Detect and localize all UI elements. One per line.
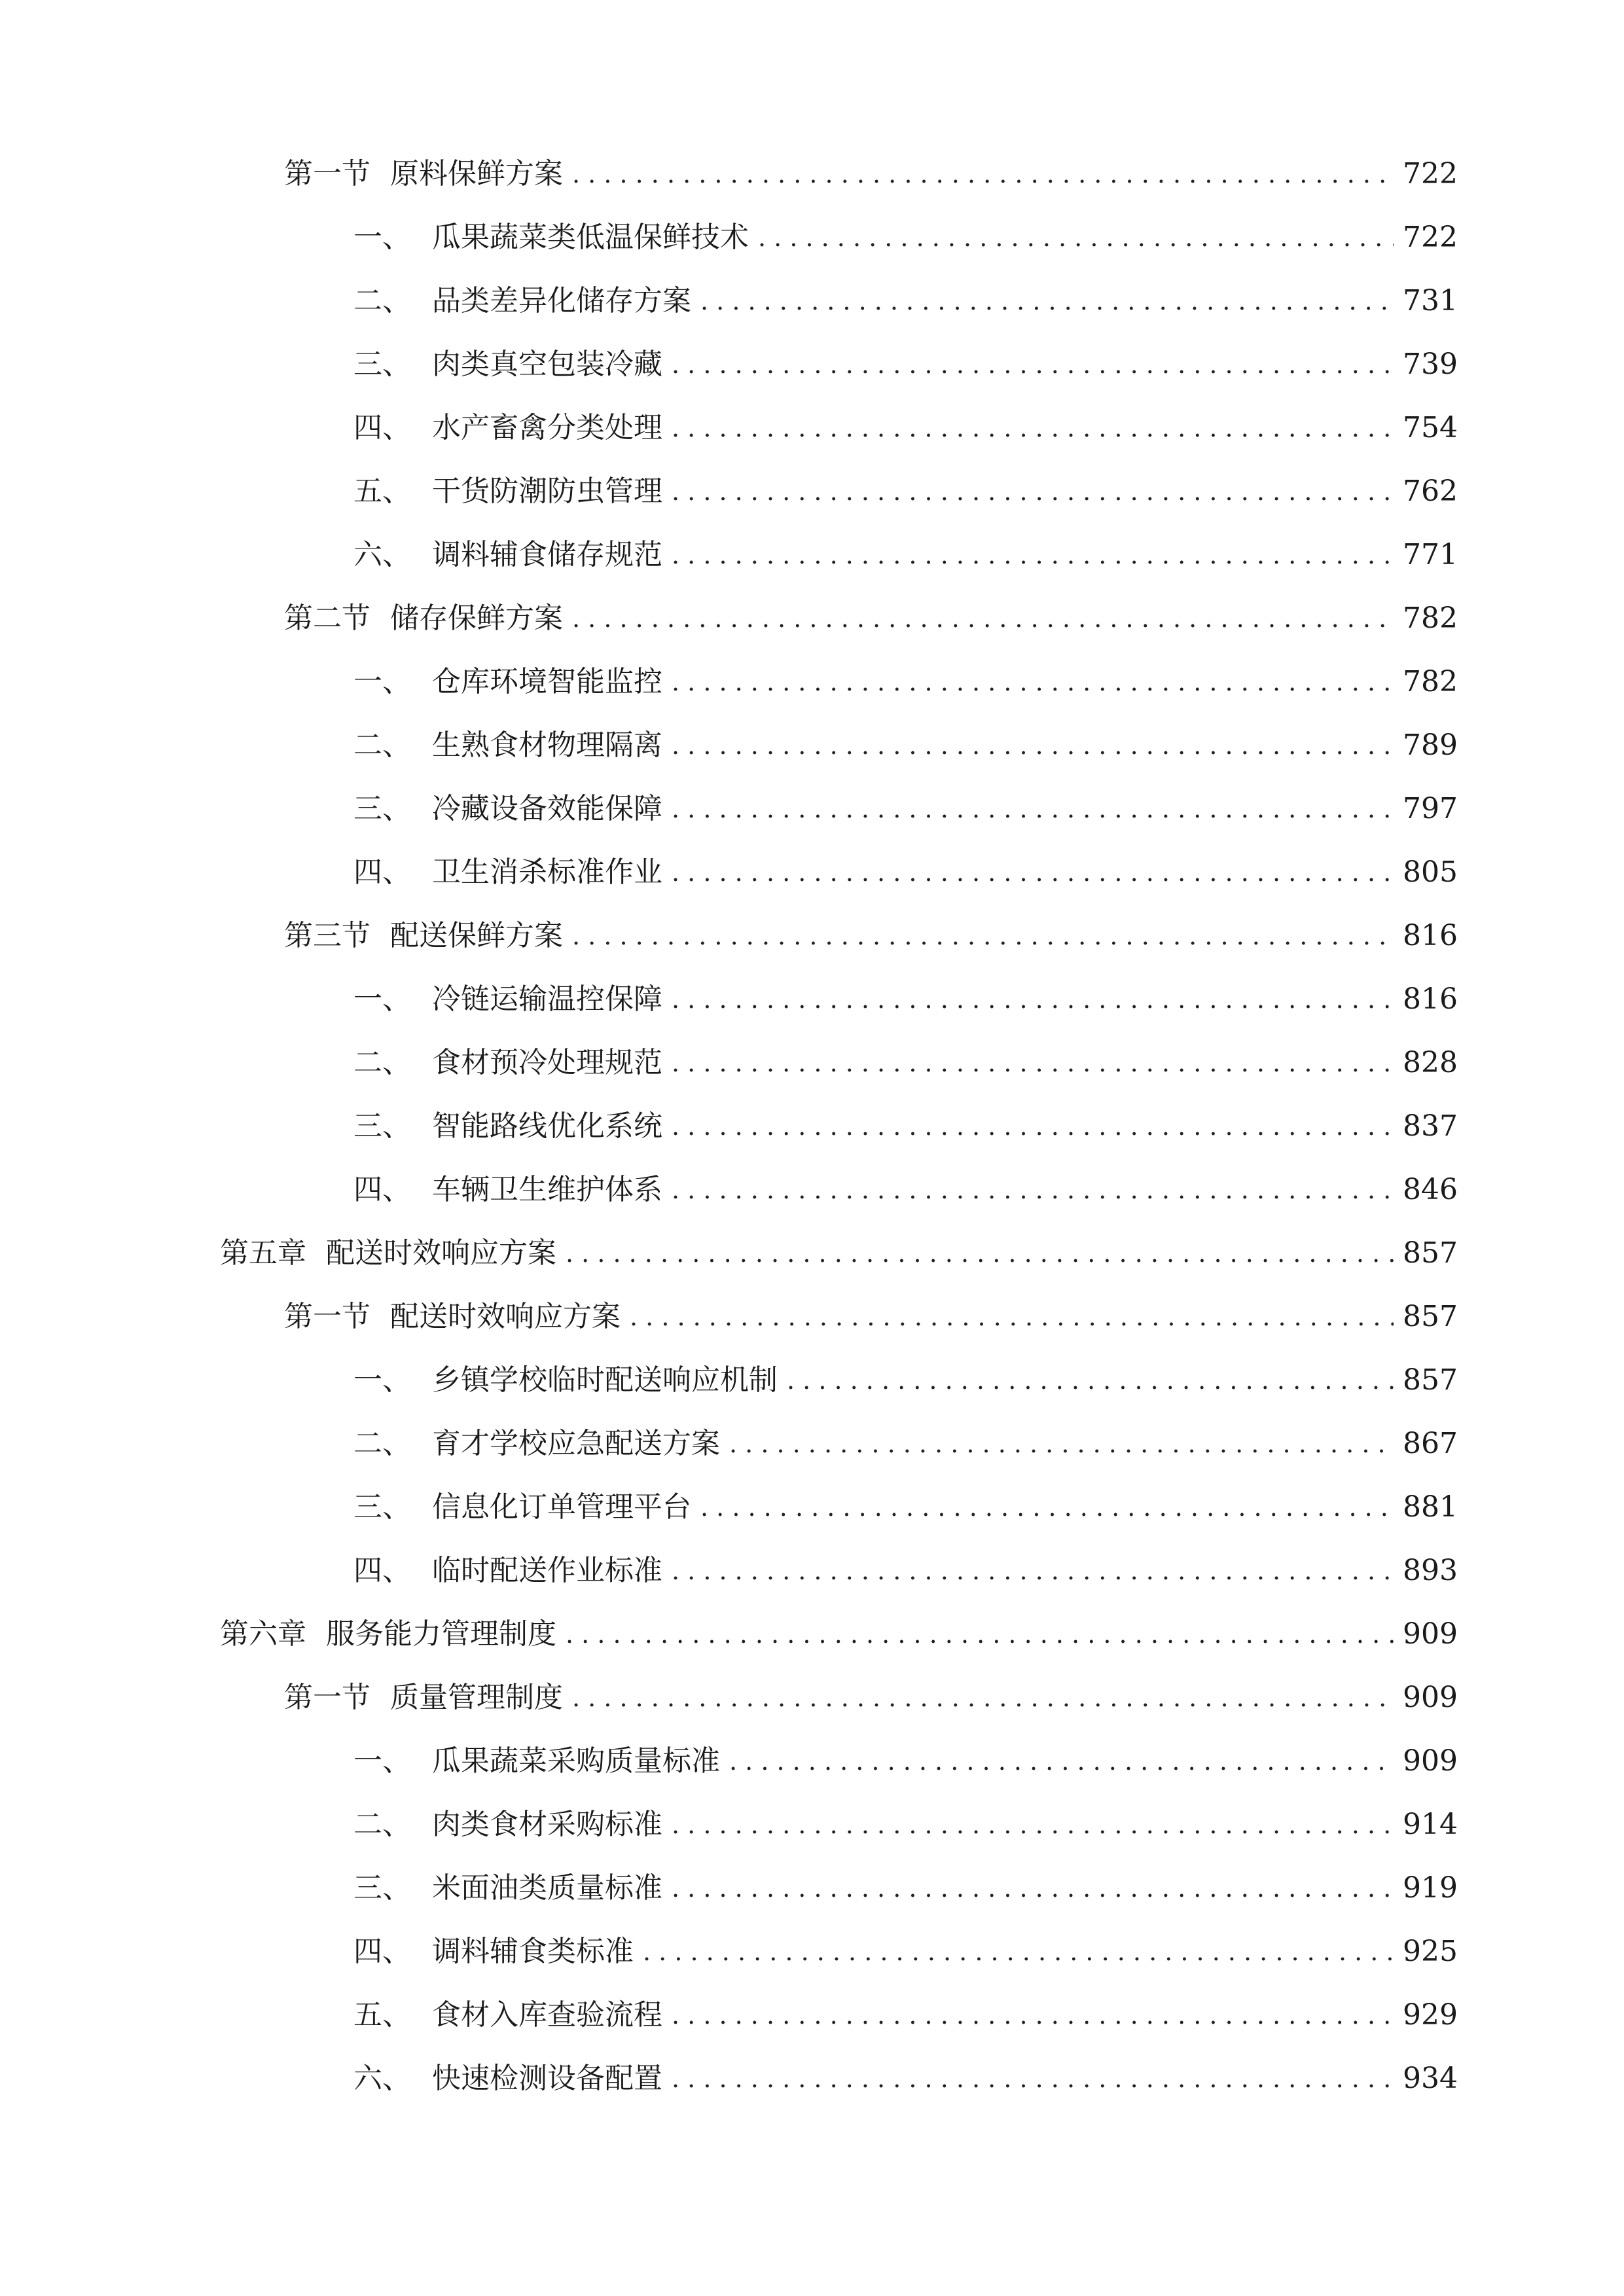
toc-entry-number: 一、 bbox=[353, 1744, 411, 1778]
toc-entry-number: 二、 bbox=[353, 284, 411, 317]
toc-entry-number: 一、 bbox=[353, 1363, 411, 1397]
toc-entry[interactable] bbox=[353, 1100, 1458, 1153]
toc-entry-title: 肉类食材采购标准 bbox=[432, 1808, 662, 1841]
toc-entry-page-number: 893 bbox=[1403, 1554, 1458, 1587]
toc-entry-title: 调料辅食储存规范 bbox=[432, 538, 662, 571]
toc-entry-page-number: 909 bbox=[1403, 1744, 1458, 1778]
toc-entry-title: 临时配送作业标准 bbox=[432, 1554, 662, 1587]
toc-entry-number: 第三节 bbox=[284, 919, 370, 952]
toc-entry-number: 三、 bbox=[353, 792, 411, 825]
toc-entry-number: 第六章 bbox=[220, 1617, 306, 1651]
toc-entry[interactable] bbox=[353, 1037, 1458, 1089]
toc-entry[interactable] bbox=[353, 1735, 1458, 1787]
toc-entry-title: 干货防潮防虫管理 bbox=[432, 475, 662, 508]
toc-entry-number: 一、 bbox=[353, 221, 411, 254]
toc-entry-page-number: 805 bbox=[1403, 855, 1458, 889]
toc-entry-title: 质量管理制度 bbox=[390, 1681, 563, 1714]
toc-entry-number: 第二节 bbox=[284, 601, 370, 635]
toc-entry[interactable] bbox=[353, 783, 1458, 835]
toc-entry-page-number: 782 bbox=[1403, 601, 1458, 635]
toc-entry-page-number: 934 bbox=[1403, 2062, 1458, 2095]
toc-entry[interactable] bbox=[220, 1227, 1458, 1280]
toc-entry-title: 仓库环境智能监控 bbox=[432, 665, 662, 698]
toc-entry-number: 三、 bbox=[353, 348, 411, 381]
toc-entry-title: 冷链运输温控保障 bbox=[432, 982, 662, 1016]
toc-entry-page-number: 857 bbox=[1403, 1363, 1458, 1397]
dot-leader bbox=[566, 1227, 1394, 1280]
toc-entry-number: 四、 bbox=[353, 1173, 411, 1206]
toc-entry-title: 肉类真空包装冷藏 bbox=[432, 348, 662, 381]
toc-entry-title: 智能路线优化系统 bbox=[432, 1109, 662, 1143]
toc-entry-page-number: 881 bbox=[1403, 1490, 1458, 1524]
toc-entry-page-number: 914 bbox=[1403, 1808, 1458, 1841]
toc-entry-number: 四、 bbox=[353, 1935, 411, 1968]
toc-entry[interactable] bbox=[284, 1672, 1458, 1724]
toc-entry-title: 育才学校应急配送方案 bbox=[432, 1427, 720, 1460]
toc-entry-number: 四、 bbox=[353, 1554, 411, 1587]
toc-entry[interactable] bbox=[353, 656, 1458, 708]
dot-leader bbox=[630, 1291, 1394, 1343]
toc-entry-title: 生熟食材物理隔离 bbox=[432, 728, 662, 762]
dot-leader bbox=[672, 465, 1394, 518]
toc-entry-number: 第五章 bbox=[220, 1236, 306, 1270]
toc-entry[interactable] bbox=[284, 592, 1458, 645]
toc-entry-page-number: 909 bbox=[1403, 1681, 1458, 1714]
toc-entry-number: 二、 bbox=[353, 1427, 411, 1460]
dot-leader bbox=[572, 1672, 1394, 1724]
toc-entry-number: 二、 bbox=[353, 1046, 411, 1079]
toc-entry-number: 五、 bbox=[353, 1998, 411, 2032]
dot-leader bbox=[672, 1799, 1394, 1851]
dot-leader bbox=[672, 1100, 1394, 1153]
toc-entry-title: 卫生消杀标准作业 bbox=[432, 855, 662, 889]
toc-entry[interactable] bbox=[353, 1418, 1458, 1470]
toc-entry[interactable] bbox=[353, 211, 1458, 264]
dot-leader bbox=[672, 1862, 1394, 1914]
toc-entry-title: 配送保鲜方案 bbox=[390, 919, 563, 952]
toc-entry-page-number: 925 bbox=[1403, 1935, 1458, 1968]
toc-entry-page-number: 782 bbox=[1403, 665, 1458, 698]
toc-entry-title: 信息化订单管理平台 bbox=[432, 1490, 691, 1524]
toc-entry-page-number: 929 bbox=[1403, 1998, 1458, 2032]
toc-entry-number: 四、 bbox=[353, 411, 411, 444]
toc-entry-title: 冷藏设备效能保障 bbox=[432, 792, 662, 825]
toc-entry-page-number: 828 bbox=[1403, 1046, 1458, 1079]
toc-entry-title: 瓜果蔬菜类低温保鲜技术 bbox=[432, 221, 749, 254]
toc-entry[interactable] bbox=[353, 846, 1458, 899]
dot-leader bbox=[672, 1545, 1394, 1597]
dot-leader bbox=[572, 592, 1394, 645]
toc-entry-number: 第一节 bbox=[284, 157, 370, 190]
toc-entry-number: 六、 bbox=[353, 538, 411, 571]
toc-entry[interactable] bbox=[353, 973, 1458, 1026]
dot-leader bbox=[729, 1418, 1394, 1470]
toc-entry-page-number: 771 bbox=[1403, 538, 1458, 571]
toc-entry-number: 三、 bbox=[353, 1490, 411, 1524]
toc-entry[interactable] bbox=[353, 1799, 1458, 1851]
dot-leader bbox=[787, 1354, 1394, 1407]
dot-leader bbox=[700, 275, 1394, 327]
toc-entry[interactable] bbox=[353, 1481, 1458, 1534]
dot-leader bbox=[672, 656, 1394, 708]
toc-entry-page-number: 857 bbox=[1403, 1236, 1458, 1270]
toc-entry-number: 二、 bbox=[353, 1808, 411, 1841]
toc-entry-title: 瓜果蔬菜采购质量标准 bbox=[432, 1744, 720, 1778]
toc-entry-number: 三、 bbox=[353, 1871, 411, 1905]
toc-entry-title: 调料辅食类标准 bbox=[432, 1935, 634, 1968]
dot-leader bbox=[729, 1735, 1394, 1787]
toc-entry-number: 第一节 bbox=[284, 1300, 370, 1333]
toc-entry-page-number: 797 bbox=[1403, 792, 1458, 825]
dot-leader bbox=[643, 1926, 1394, 1978]
toc-entry[interactable] bbox=[284, 148, 1458, 200]
dot-leader bbox=[758, 211, 1394, 264]
toc-entry[interactable] bbox=[353, 1989, 1458, 2041]
toc-entry-page-number: 816 bbox=[1403, 919, 1458, 952]
dot-leader bbox=[672, 338, 1394, 391]
dot-leader bbox=[672, 1989, 1394, 2041]
toc-entry[interactable] bbox=[353, 1354, 1458, 1407]
toc-entry[interactable] bbox=[353, 1926, 1458, 1978]
toc-entry-page-number: 731 bbox=[1403, 284, 1458, 317]
toc-entry-page-number: 739 bbox=[1403, 348, 1458, 381]
toc-entry-page-number: 789 bbox=[1403, 728, 1458, 762]
toc-entry[interactable] bbox=[353, 719, 1458, 772]
toc-entry-page-number: 846 bbox=[1403, 1173, 1458, 1206]
dot-leader bbox=[572, 910, 1394, 962]
toc-entry-title: 配送时效响应方案 bbox=[390, 1300, 621, 1333]
toc-entry-page-number: 867 bbox=[1403, 1427, 1458, 1460]
dot-leader bbox=[672, 402, 1394, 454]
dot-leader bbox=[672, 2053, 1394, 2105]
toc-entry-title: 食材预冷处理规范 bbox=[432, 1046, 662, 1079]
dot-leader bbox=[672, 1037, 1394, 1089]
toc-entry-title: 水产畜禽分类处理 bbox=[432, 411, 662, 444]
toc-entry[interactable] bbox=[353, 1545, 1458, 1597]
toc-entry[interactable] bbox=[353, 1164, 1458, 1216]
dot-leader bbox=[572, 148, 1394, 200]
toc-entry-title: 服务能力管理制度 bbox=[326, 1617, 556, 1651]
dot-leader bbox=[672, 719, 1394, 772]
toc-entry-title: 快速检测设备配置 bbox=[432, 2062, 662, 2095]
toc-entry-page-number: 857 bbox=[1403, 1300, 1458, 1333]
toc-entry-page-number: 909 bbox=[1403, 1617, 1458, 1651]
toc-entry-title: 乡镇学校临时配送响应机制 bbox=[432, 1363, 778, 1397]
toc-entry-page-number: 762 bbox=[1403, 475, 1458, 508]
toc-entry[interactable] bbox=[353, 465, 1458, 518]
dot-leader bbox=[672, 846, 1394, 899]
toc-entry-number: 六、 bbox=[353, 2062, 411, 2095]
toc-entry-title: 米面油类质量标准 bbox=[432, 1871, 662, 1905]
toc-entry[interactable] bbox=[353, 402, 1458, 454]
toc-entry[interactable] bbox=[353, 1862, 1458, 1914]
dot-leader bbox=[672, 973, 1394, 1026]
dot-leader bbox=[672, 529, 1394, 581]
dot-leader bbox=[566, 1608, 1394, 1660]
toc-entry-number: 三、 bbox=[353, 1109, 411, 1143]
toc-entry-title: 食材入库查验流程 bbox=[432, 1998, 662, 2032]
toc-entry-title: 配送时效响应方案 bbox=[326, 1236, 556, 1270]
toc-entry[interactable] bbox=[284, 1291, 1458, 1343]
toc-entry-page-number: 722 bbox=[1403, 157, 1458, 190]
toc-entry[interactable] bbox=[220, 1608, 1458, 1660]
toc-entry-number: 一、 bbox=[353, 665, 411, 698]
toc-entry-number: 五、 bbox=[353, 475, 411, 508]
dot-leader bbox=[672, 1164, 1394, 1216]
toc-entry-number: 二、 bbox=[353, 728, 411, 762]
toc-entry-number: 第一节 bbox=[284, 1681, 370, 1714]
dot-leader bbox=[700, 1481, 1394, 1534]
toc-entry-page-number: 919 bbox=[1403, 1871, 1458, 1905]
toc-entry-page-number: 816 bbox=[1403, 982, 1458, 1016]
toc-entry-title: 储存保鲜方案 bbox=[390, 601, 563, 635]
toc-entry[interactable] bbox=[284, 910, 1458, 962]
toc-entry[interactable] bbox=[353, 2053, 1458, 2105]
toc-entry-page-number: 754 bbox=[1403, 411, 1458, 444]
toc-entry-page-number: 837 bbox=[1403, 1109, 1458, 1143]
toc-entry-number: 一、 bbox=[353, 982, 411, 1016]
toc-entry-page-number: 722 bbox=[1403, 221, 1458, 254]
toc-entry[interactable] bbox=[353, 275, 1458, 327]
dot-leader bbox=[672, 783, 1394, 835]
toc-entry-title: 车辆卫生维护体系 bbox=[432, 1173, 662, 1206]
toc-entry-number: 四、 bbox=[353, 855, 411, 889]
toc-entry-title: 品类差异化储存方案 bbox=[432, 284, 691, 317]
toc-entry[interactable] bbox=[353, 338, 1458, 391]
toc-entry[interactable] bbox=[353, 529, 1458, 581]
toc-entry-title: 原料保鲜方案 bbox=[390, 157, 563, 190]
